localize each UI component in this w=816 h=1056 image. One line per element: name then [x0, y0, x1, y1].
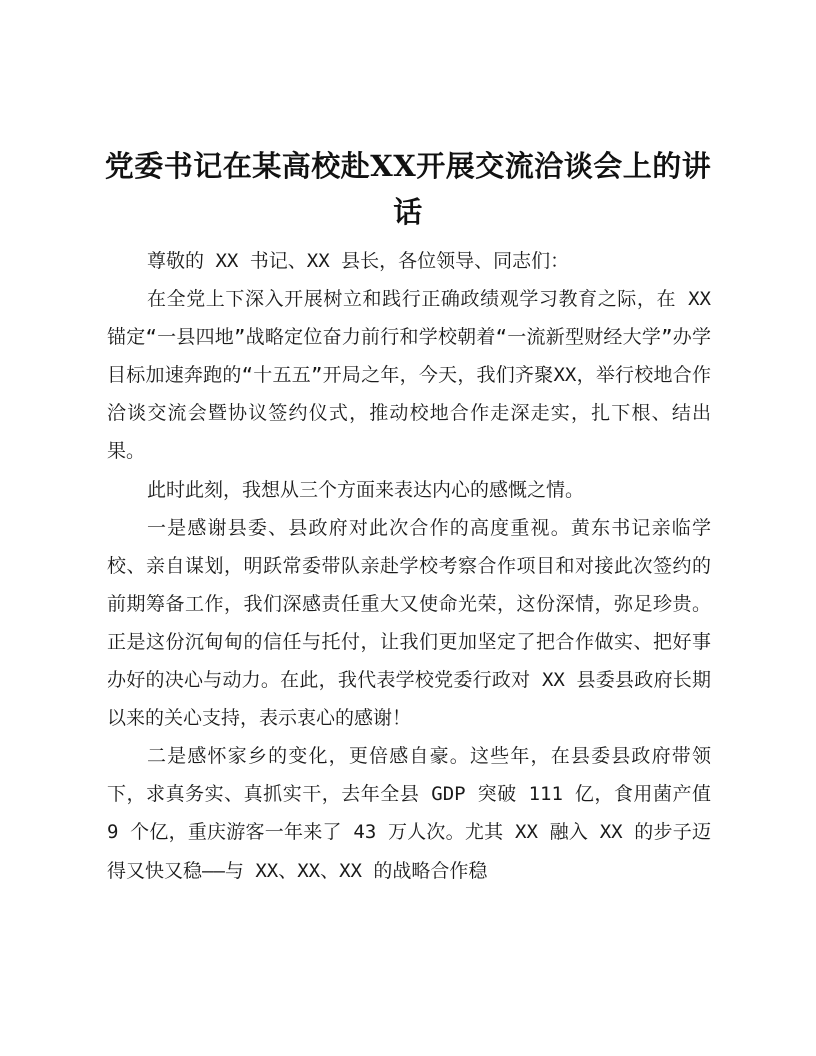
salutation-paragraph: 尊敬的 XX 书记、XX 县长，各位领导、同志们：: [147, 250, 570, 272]
document-body: [107, 242, 711, 890]
opening-paragraph: 在全党上下深入开展树立和践行正确政绩观学习教育之际，在 XX 锚定“一县四地”战略定位奋力前行和学校朝着“一流新型财经大学”办学目标加速奔跑的“十五五”开局之年，今天，我们齐聚XX，举行校地合作洽谈交流会暨协议签约仪式，推动校地合作走深走实，扎下根、结出果。: [107, 288, 711, 463]
document-title: 党委书记在某高校赴XX开展交流洽谈会上的讲话: [104, 149, 712, 229]
point-one-paragraph: 一是感谢县委、县政府对此次合作的高度重视。黄东书记亲临学校、亲自谋划，明跃常委带队亲赴学校考察合作项目和对接此次签约的前期筹备工作，我们深感责任重大又使命光荣，这份深情，弥足珍贵。正是这份沉甸甸的信任与托付，让我们更加坚定了把合作做实、把好事办好的决心与动力。在此，我代表学校党委行政对 XX 县委县政府长期以来的关心支持，表示衷心的感谢！: [107, 516, 711, 730]
transition-paragraph: 此时此刻，我想从三个方面来表达内心的感慨之情。: [147, 478, 585, 501]
point-two-paragraph: 二是感怀家乡的变化，更倍感自豪。这些年，在县委县政府带领下，求真务实、真抓实干，去年全县 GDP 突破 111 亿，食用菌产值 9 个亿，重庆游客一年来了 43 万人次。尤其 XX 融入 XX 的步子迈得又快又稳——与 XX、XX、XX 的战略合作稳: [107, 745, 711, 882]
